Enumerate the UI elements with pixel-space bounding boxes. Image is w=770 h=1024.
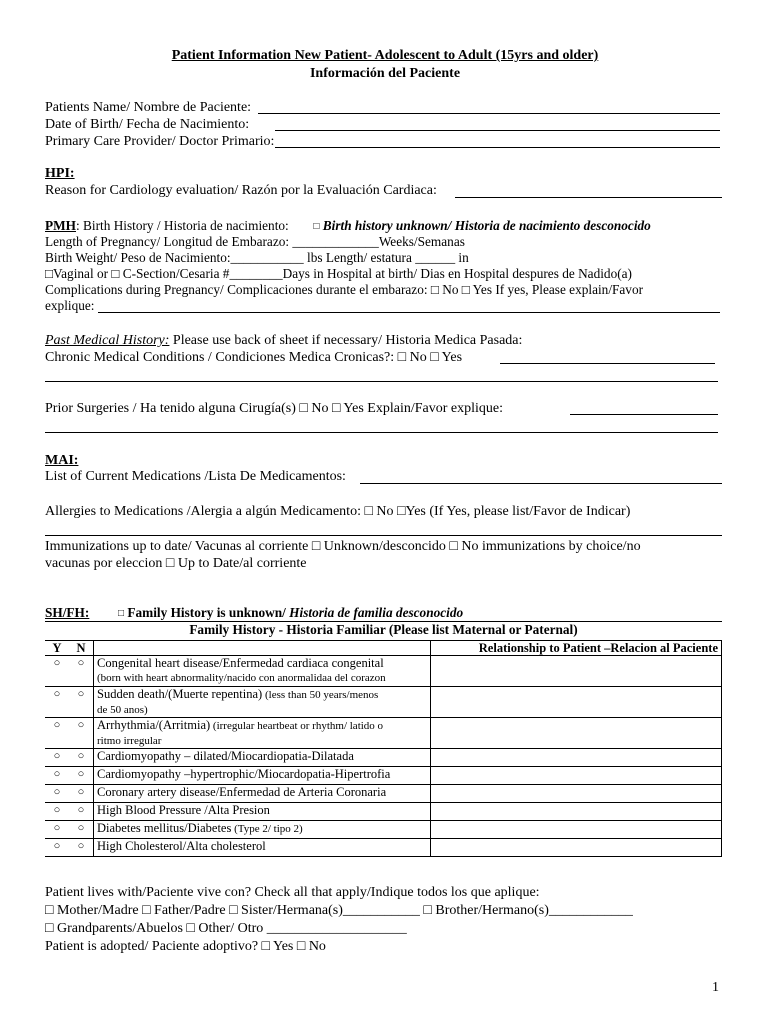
- mai-heading: MAI:: [45, 453, 79, 468]
- relationship-field[interactable]: [431, 687, 722, 718]
- col-no: N: [69, 641, 94, 656]
- medications-field[interactable]: [360, 470, 722, 484]
- birth-unknown-label: Birth history unknown/ Historia de nacimiento desconocido: [322, 218, 651, 233]
- relationship-field[interactable]: [431, 839, 722, 857]
- pmh-line: [45, 218, 651, 234]
- condition-note: (irregular heartbeat or rhythm/ latido o: [210, 720, 384, 732]
- yes-radio[interactable]: ○: [45, 785, 69, 803]
- yes-radio[interactable]: ○: [45, 687, 69, 718]
- complications-line[interactable]: Complications during Pregnancy/ Complicaciones durante el embarazo: □ No □ Yes If yes, Please explain/Favor: [45, 282, 644, 297]
- dob-label: Date of Birth/ Fecha de Nacimiento:: [45, 117, 250, 132]
- no-radio[interactable]: ○: [69, 803, 94, 821]
- condition-label: Arrhythmia/(Arritmia): [97, 718, 211, 732]
- col-relationship: Relationship to Patient –Relacion al Paciente: [431, 641, 722, 656]
- yes-radio[interactable]: ○: [45, 821, 69, 839]
- condition-subnote: de 50 anos): [97, 704, 148, 716]
- divider: [45, 381, 718, 382]
- surgeries-field[interactable]: [570, 401, 718, 415]
- lives-with-options-1[interactable]: □ Mother/Madre □ Father/Padre □ Sister/Hermana(s)___________ □ Brother/Hermano(s)____________: [45, 903, 633, 918]
- relationship-field[interactable]: [431, 749, 722, 767]
- family-unknown-label: Family History is unknown/: [127, 605, 290, 620]
- chronic-conditions-line[interactable]: Chronic Medical Conditions / Condiciones Medica Cronicas?: □ No □ Yes: [45, 350, 463, 365]
- immunizations-line-1[interactable]: Immunizations up to date/ Vacunas al corriente □ Unknown/desconcido □ No immunizations by choice/no: [45, 539, 641, 554]
- condition-cell: [94, 687, 431, 718]
- condition-label: Sudden death/(Muerte repentina): [97, 687, 263, 701]
- table-row: [45, 749, 722, 767]
- yes-radio[interactable]: ○: [45, 718, 69, 749]
- table-row: [45, 821, 722, 839]
- condition-cell: [94, 821, 431, 839]
- explain-field[interactable]: [98, 299, 720, 313]
- hpi-heading: HPI:: [45, 166, 75, 181]
- condition-cell: [94, 839, 431, 857]
- condition-label: Cardiomyopathy – dilated/Miocardiopatia-Dilatada: [97, 749, 354, 763]
- table-row: [45, 718, 722, 749]
- dob-field[interactable]: [275, 117, 720, 131]
- pcp-label: Primary Care Provider/ Doctor Primario:: [45, 134, 275, 149]
- condition-cell: [94, 803, 431, 821]
- chronic-conditions-field[interactable]: [500, 350, 715, 364]
- form-title: Patient Information New Patient- Adolescent to Adult (15yrs and older): [171, 48, 599, 63]
- immunizations-line-2[interactable]: vacunas por eleccion □ Up to Date/al corriente: [45, 556, 307, 571]
- table-row: [45, 785, 722, 803]
- medications-label: List of Current Medications /Lista De Medicamentos:: [45, 469, 346, 484]
- relationship-field[interactable]: [431, 785, 722, 803]
- birth-history-label: : Birth History / Historia de nacimiento:: [76, 218, 289, 233]
- yes-radio[interactable]: ○: [45, 767, 69, 785]
- delivery-line[interactable]: □Vaginal or □ C-Section/Cesaria #________Days in Hospital at birth/ Dias en Hospital despures de Nadido(a): [45, 266, 632, 281]
- shfh-heading: SH/FH:: [45, 605, 90, 620]
- condition-label: Congenital heart disease/Enfermedad cardiaca congenital: [97, 656, 384, 670]
- condition-cell: [94, 767, 431, 785]
- form-subtitle: Información del Paciente: [309, 66, 461, 81]
- table-header-row: [45, 641, 722, 656]
- yes-radio[interactable]: ○: [45, 803, 69, 821]
- no-radio[interactable]: ○: [69, 656, 94, 687]
- relationship-field[interactable]: [431, 718, 722, 749]
- condition-cell: [94, 749, 431, 767]
- condition-note: (Type 2/ tipo 2): [231, 823, 303, 835]
- condition-label: Diabetes mellitus/Diabetes: [97, 821, 232, 835]
- col-yes: Y: [45, 641, 69, 656]
- lives-with-line: Patient lives with/Paciente vive con? Check all that apply/Indique todos los que aplique:: [45, 885, 540, 900]
- table-row: [45, 839, 722, 857]
- yes-radio[interactable]: ○: [45, 839, 69, 857]
- condition-label: Coronary artery disease/Enfermedad de Arteria Coronaria: [97, 785, 387, 799]
- family-history-table-title: Family History - Historia Familiar (Please list Maternal or Paternal): [189, 622, 578, 637]
- patient-name-field[interactable]: [258, 100, 720, 114]
- no-radio[interactable]: ○: [69, 687, 94, 718]
- no-radio[interactable]: ○: [69, 767, 94, 785]
- col-condition: [94, 641, 431, 656]
- lives-with-options-2[interactable]: □ Grandparents/Abuelos □ Other/ Otro ____________________: [45, 921, 407, 936]
- divider: [45, 432, 718, 433]
- condition-subnote: ritmo irregular: [97, 735, 162, 747]
- patient-name-label: Patients Name/ Nombre de Paciente:: [45, 100, 252, 115]
- surgeries-line[interactable]: Prior Surgeries / Ha tenido alguna Cirugía(s) □ No □ Yes Explain/Favor explique:: [45, 401, 503, 416]
- condition-cell: [94, 718, 431, 749]
- birth-weight-line[interactable]: Birth Weight/ Peso de Nacimiento:___________ lbs Length/ estatura ______ in: [45, 250, 469, 265]
- pregnancy-length-line[interactable]: Length of Pregnancy/ Longitud de Embarazo: _____________Weeks/Semanas: [45, 234, 465, 249]
- relationship-field[interactable]: [431, 803, 722, 821]
- relationship-field[interactable]: [431, 656, 722, 687]
- relationship-field[interactable]: [431, 821, 722, 839]
- no-radio[interactable]: ○: [69, 821, 94, 839]
- allergies-line[interactable]: Allergies to Medications /Alergia a algún Medicamento: □ No □Yes (If Yes, please list/Favor de Indicar): [45, 504, 631, 519]
- no-radio[interactable]: ○: [69, 839, 94, 857]
- birth-unknown-checkbox[interactable]: □: [313, 221, 320, 232]
- no-radio[interactable]: ○: [69, 785, 94, 803]
- adopted-line[interactable]: Patient is adopted/ Paciente adoptivo? □ Yes □ No: [45, 939, 326, 954]
- family-unknown-checkbox[interactable]: □: [117, 608, 125, 619]
- explain-label: explique:: [45, 298, 95, 313]
- reason-label: Reason for Cardiology evaluation/ Razón por la Evaluación Cardiaca:: [45, 183, 437, 198]
- past-medical-heading: Past Medical History:: [45, 333, 170, 348]
- pcp-field[interactable]: [275, 134, 720, 148]
- table-row: [45, 803, 722, 821]
- reason-field[interactable]: [455, 184, 722, 198]
- condition-subnote: (born with heart abnormality/nacido con anormalidaa del corazon: [97, 672, 386, 684]
- page-number: 1: [712, 980, 719, 995]
- condition-label: High Blood Pressure /Alta Presion: [97, 803, 270, 817]
- condition-label: High Cholesterol/Alta cholesterol: [97, 839, 266, 853]
- condition-cell: [94, 785, 431, 803]
- condition-note: (less than 50 years/menos: [262, 689, 379, 701]
- table-row: [45, 767, 722, 785]
- past-medical-line: Past Medical History: Please use back of sheet if necessary/ Historia Medica Pasada:: [45, 333, 523, 348]
- condition-cell: [94, 656, 431, 687]
- family-history-table: [45, 640, 722, 857]
- yes-radio[interactable]: ○: [45, 656, 69, 687]
- yes-radio[interactable]: ○: [45, 749, 69, 767]
- condition-label: Cardiomyopathy –hypertrophic/Miocardopatia-Hipertrofia: [97, 767, 391, 781]
- divider: [45, 535, 722, 536]
- no-radio[interactable]: ○: [69, 749, 94, 767]
- shfh-line: SH/FH: □ Family History is unknown/ Historia de familia desconocido: [45, 605, 464, 620]
- table-row: [45, 687, 722, 718]
- pmh-heading: PMH: [45, 218, 77, 233]
- no-radio[interactable]: ○: [69, 718, 94, 749]
- relationship-field[interactable]: [431, 767, 722, 785]
- table-row: [45, 656, 722, 687]
